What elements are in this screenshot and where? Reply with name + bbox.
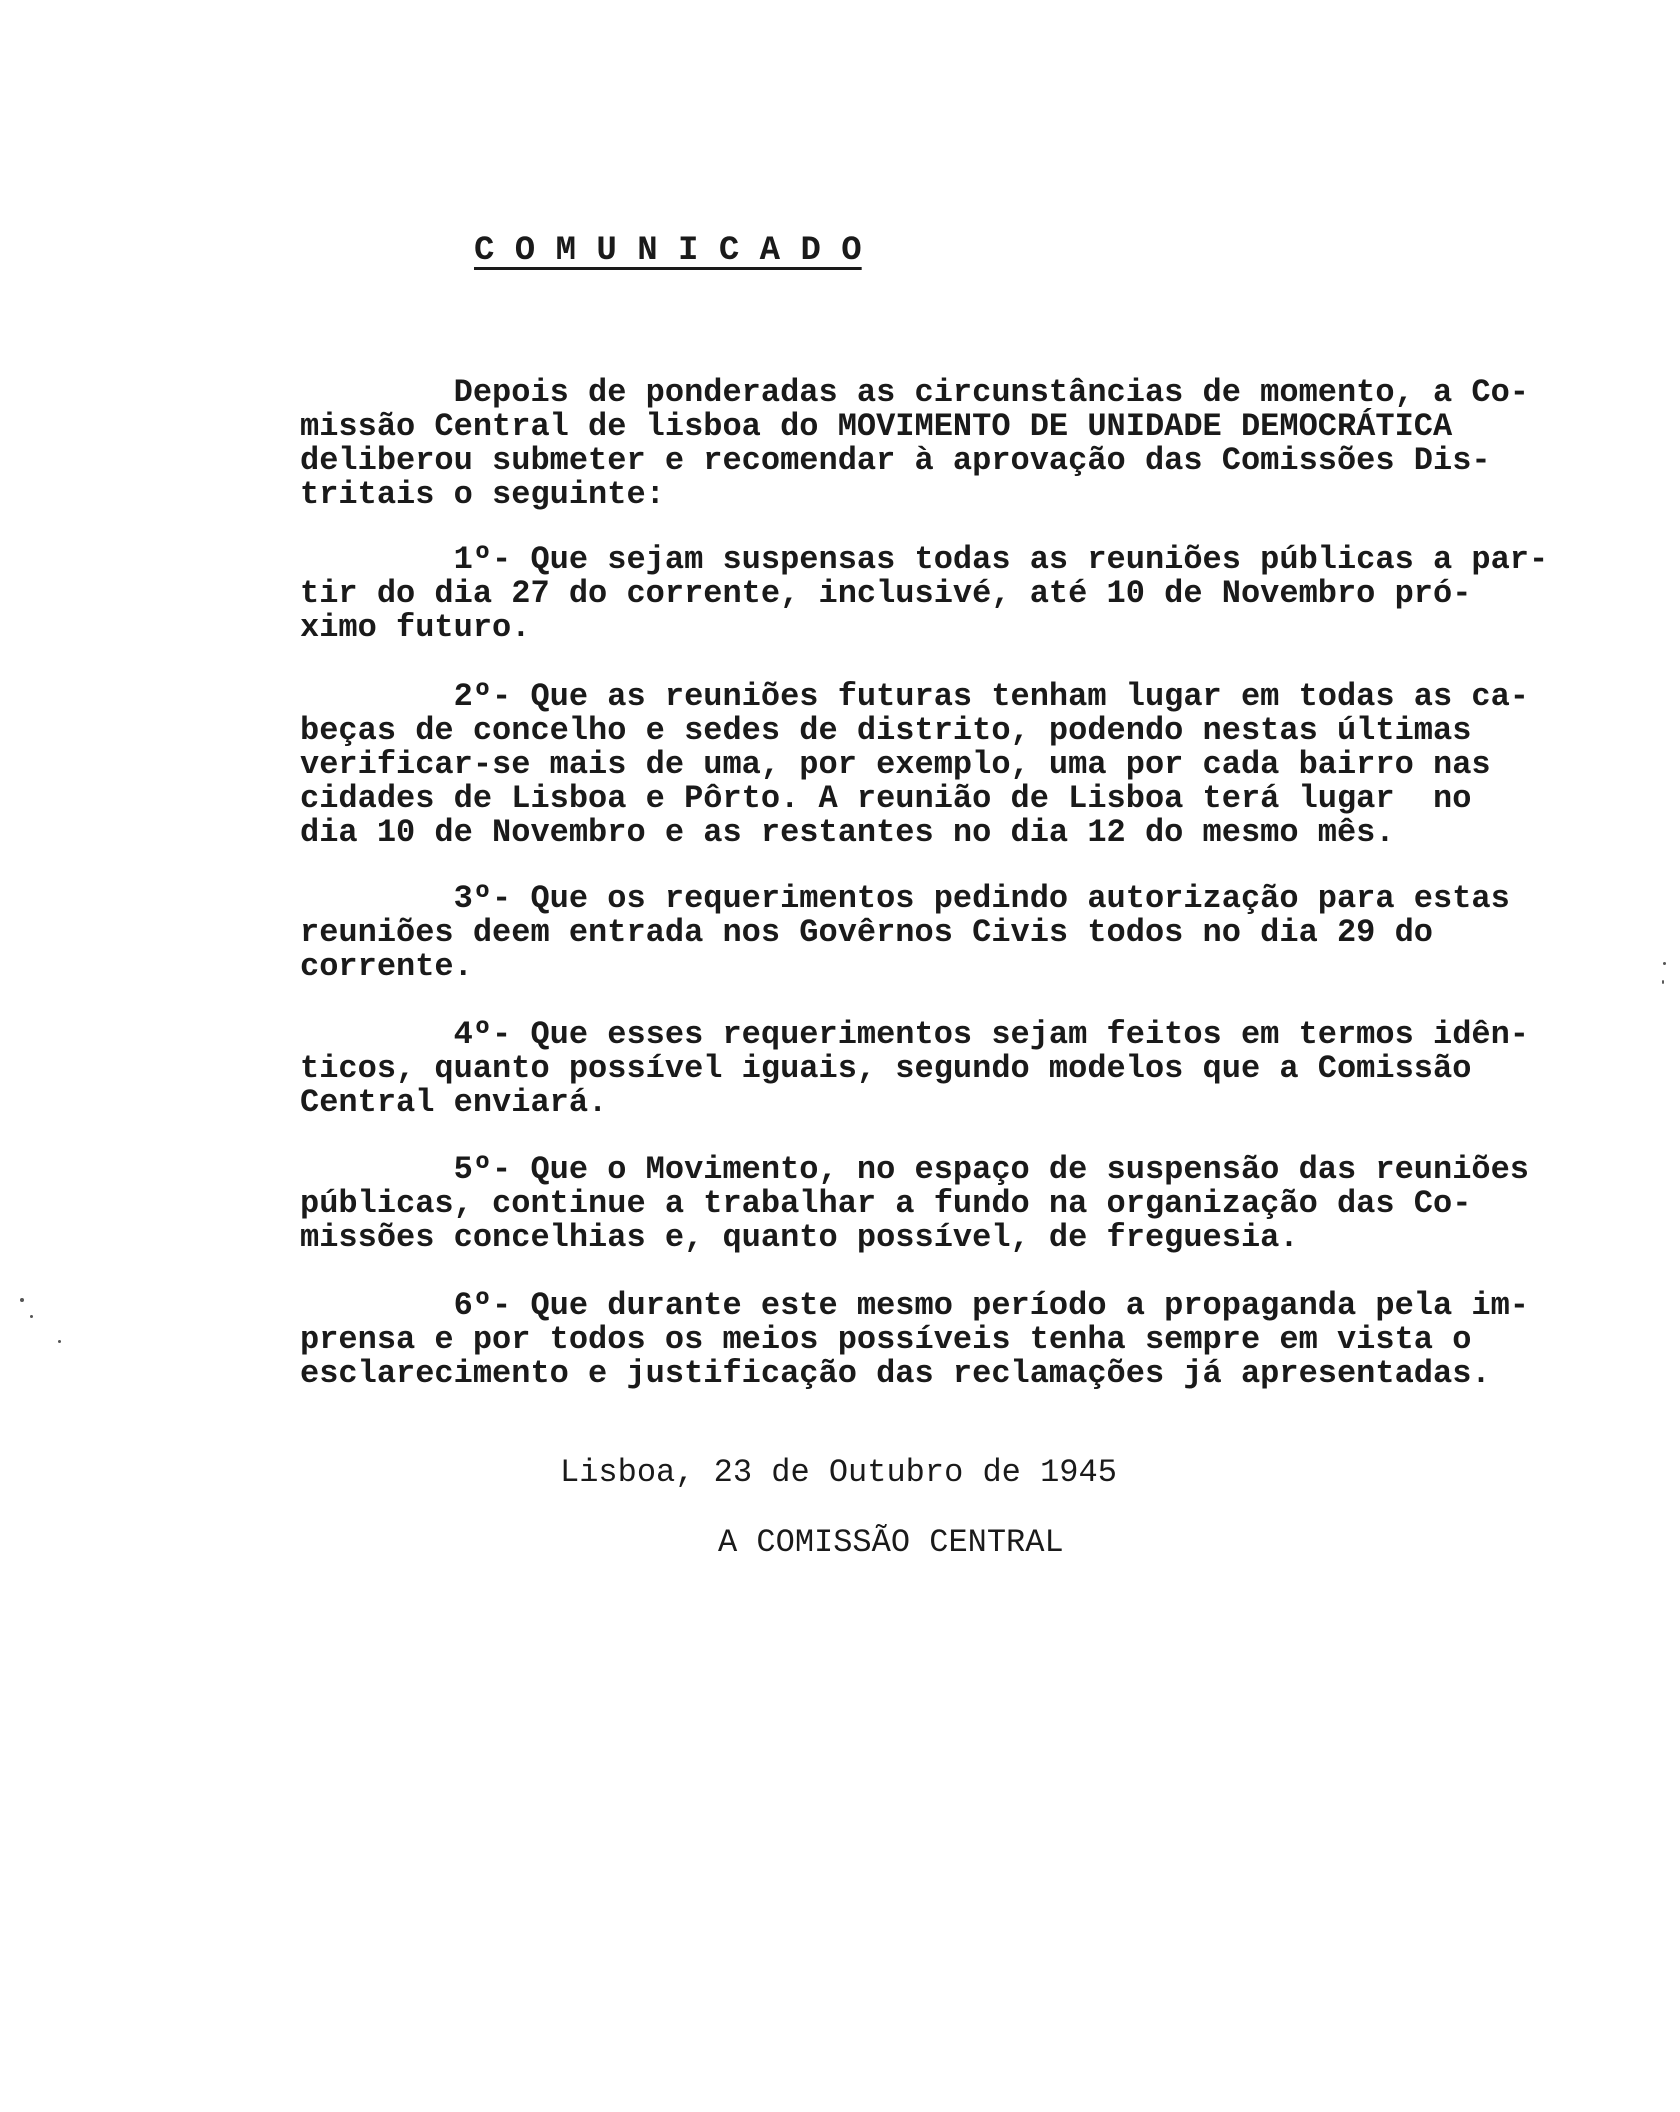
item-3-line-2: reuniões deem entrada nos Govêrnos Civis todos no dia 29 do bbox=[300, 914, 1433, 951]
scan-speck bbox=[20, 1298, 24, 1302]
scan-speck bbox=[58, 1340, 61, 1343]
scan-speck bbox=[1663, 962, 1666, 965]
item-2-line-2: beças de concelho e sedes de distrito, podendo nestas últimas bbox=[300, 712, 1472, 749]
item-5-line-3: missões concelhias e, quanto possível, de freguesia. bbox=[300, 1219, 1299, 1256]
item-1-line-2: tir do dia 27 do corrente, inclusivé, até 10 de Novembro pró- bbox=[300, 575, 1472, 612]
scan-speck bbox=[1662, 980, 1664, 984]
item-4-line-2: ticos, quanto possível iguais, segundo modelos que a Comissão bbox=[300, 1050, 1472, 1087]
intro-line-4: tritais o seguinte: bbox=[300, 476, 665, 513]
item-3-line-1: 3º- Que os requerimentos pedindo autorização para estas bbox=[300, 880, 1510, 917]
item-4-line-3: Central enviará. bbox=[300, 1084, 608, 1121]
item-1-line-1: 1º- Que sejam suspensas todas as reuniões públicas a par- bbox=[300, 541, 1549, 578]
item-1-line-3: ximo futuro. bbox=[300, 609, 531, 646]
item-2-line-4: cidades de Lisboa e Pôrto. A reunião de Lisboa terá lugar no bbox=[300, 780, 1472, 817]
item-2-line-1: 2º- Que as reuniões futuras tenham lugar em todas as ca- bbox=[300, 678, 1529, 715]
item-2-line-5: dia 10 de Novembro e as restantes no dia 12 do mesmo mês. bbox=[300, 814, 1395, 851]
scan-speck bbox=[30, 1315, 33, 1318]
item-5-line-2: públicas, continue a trabalhar a fundo na organização das Co- bbox=[300, 1185, 1472, 1222]
intro-line-1: Depois de ponderadas as circunstâncias de momento, a Co- bbox=[300, 374, 1529, 411]
intro-line-3: deliberou submeter e recomendar à aprovação das Comissões Dis- bbox=[300, 442, 1491, 479]
item-5-line-1: 5º- Que o Movimento, no espaço de suspensão das reuniões bbox=[300, 1151, 1529, 1188]
signature: A COMISSÃO CENTRAL bbox=[718, 1524, 1064, 1561]
item-6-line-2: prensa e por todos os meios possíveis tenha sempre em vista o bbox=[300, 1321, 1472, 1358]
item-6-line-3: esclarecimento e justificação das reclamações já apresentadas. bbox=[300, 1355, 1491, 1392]
document-title: C O M U N I C A D O bbox=[474, 232, 862, 270]
item-3-line-3: corrente. bbox=[300, 948, 473, 985]
place-date: Lisboa, 23 de Outubro de 1945 bbox=[560, 1454, 1117, 1491]
intro-line-2: missão Central de lisboa do MOVIMENTO DE UNIDADE DEMOCRÁTICA bbox=[300, 408, 1453, 445]
item-4-line-1: 4º- Que esses requerimentos sejam feitos em termos idên- bbox=[300, 1016, 1529, 1053]
item-2-line-3: verificar-se mais de uma, por exemplo, uma por cada bairro nas bbox=[300, 746, 1491, 783]
item-6-line-1: 6º- Que durante este mesmo período a propaganda pela im- bbox=[300, 1287, 1529, 1324]
